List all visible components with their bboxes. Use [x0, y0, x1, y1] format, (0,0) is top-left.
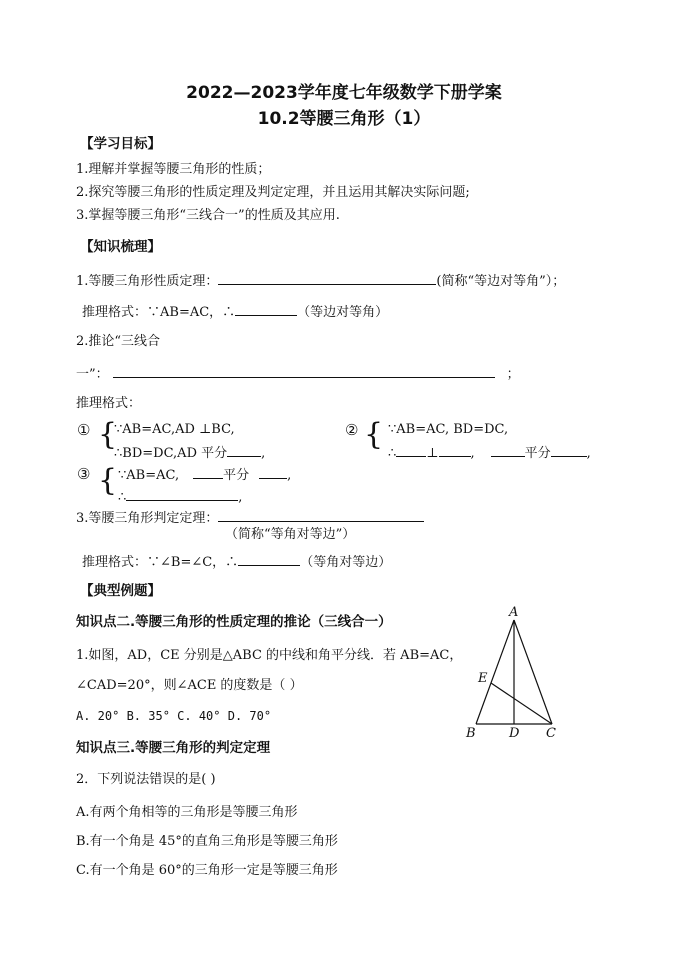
theorem1-label: 1.等腰三角形性质定理： [76, 274, 219, 289]
theorem1-blank[interactable] [218, 272, 436, 285]
case1-blank[interactable] [227, 444, 261, 457]
case1-number: ① [77, 421, 91, 439]
reason-format-label: 推理格式： [76, 396, 142, 411]
case2-blank-2[interactable] [439, 444, 471, 457]
question2-option-b: B.有一个角是 45°的直角三角形是等腰三角形 [76, 834, 338, 849]
theorem3-blank[interactable] [218, 509, 424, 522]
case2-given: ∵AB=AC, BD=DC, [388, 422, 509, 437]
corollary-end: ； [506, 367, 520, 382]
label-D: D [509, 726, 520, 741]
case3-given-text: ∵AB=AC, [118, 468, 180, 483]
case2-brace: { [364, 417, 384, 452]
case1-conclusion-text: ∴BD=DC,AD 平分 [114, 446, 228, 461]
case3-brace: { [98, 463, 118, 498]
case1-comma: , [261, 446, 266, 461]
case2-blank-4[interactable] [551, 444, 587, 457]
question1-line2: ∠CAD=20°，则∠ACE 的度数是（ ） [76, 678, 303, 693]
case2-comma-2: , [586, 446, 591, 461]
case1-conclusion [114, 444, 265, 462]
theorem1-note: (简称“等边对等角”）； [436, 274, 566, 289]
case3-blank-3[interactable] [126, 488, 238, 501]
corollary-line2 [76, 365, 520, 383]
case2-conclusion [388, 444, 591, 462]
case3-number: ③ [77, 465, 91, 483]
case2-perp: ⊥ [426, 446, 439, 461]
case3-given [118, 466, 291, 484]
theorem3-label: 3.等腰三角形判定定理： [76, 511, 219, 526]
objective-item-1: 1.理解并掌握等腰三角形的性质； [76, 162, 271, 177]
reason3-line [82, 553, 391, 571]
corollary-blank[interactable] [113, 365, 495, 378]
objectives-heading: 【学习目标】 [80, 136, 161, 152]
case1-given: ∵AB=AC,AD ⊥BC, [114, 422, 235, 437]
examples-heading: 【典型例题】 [80, 583, 161, 599]
case2-blank-3[interactable] [491, 444, 525, 457]
question1-options: A. 20° B. 35° C. 40° D. 70° [76, 709, 272, 723]
bisector-CE [491, 683, 552, 724]
label-C: C [546, 726, 556, 741]
corollary-label: 一”： [76, 367, 109, 382]
case1-brace: { [98, 417, 118, 452]
case2-comma-1: , [470, 446, 475, 461]
page-title: 2022—2023学年度七年级数学下册学案 [186, 83, 502, 103]
reason1-blank[interactable] [235, 303, 297, 316]
question2-stem: 2．下列说法错误的是( ) [76, 772, 216, 787]
case3-conclusion [118, 488, 242, 506]
case2-bisect: 平分 [524, 446, 551, 461]
case3-comma-2: , [238, 490, 243, 505]
theorem3-note: （简称“等角对等边”） [225, 527, 356, 542]
reason1-prefix: 推理格式：∵AB=AC，∴ [82, 305, 236, 320]
label-B: B [466, 726, 476, 741]
objective-item-3: 3.掌握等腰三角形“三线合一”的性质及其应用. [76, 208, 340, 223]
knowledge-point-3: 知识点三.等腰三角形的判定定理 [76, 740, 271, 756]
case2-number: ② [345, 421, 359, 439]
objective-item-2: 2.探究等腰三角形的性质定理及判定定理，并且运用其解决实际问题; [76, 185, 470, 200]
reason1-note: （等边对等角） [297, 305, 389, 320]
knowledge-heading: 【知识梳理】 [80, 239, 161, 255]
reason3-prefix: 推理格式：∵∠B=∠C，∴ [82, 555, 239, 570]
case3-comma-1: , [287, 468, 292, 483]
label-A: A [509, 605, 519, 620]
case3-blank-1[interactable] [193, 466, 223, 479]
question1-line1: 1.如图，AD，CE 分别是△ABC 的中线和角平分线．若 AB=AC， [76, 648, 463, 663]
knowledge-point-2: 知识点二.等腰三角形的性质定理的推论（三线合一） [76, 614, 392, 630]
question2-option-c: C.有一个角是 60°的三角形一定是等腰三角形 [76, 863, 338, 878]
edge-AC [514, 620, 552, 724]
triangle-figure [460, 602, 580, 742]
case2-therefore: ∴ [388, 446, 397, 461]
case3-blank-2[interactable] [259, 466, 287, 479]
reason1-line [82, 303, 388, 321]
question2-option-a: A.有两个角相等的三角形是等腰三角形 [76, 805, 298, 820]
page-subtitle: 10.2等腰三角形（1） [257, 109, 431, 129]
reason3-note: （等角对等边） [300, 555, 392, 570]
theorem1-line [76, 272, 565, 290]
reason3-blank[interactable] [238, 553, 300, 566]
corollary-line1: 2.推论“三线合 [76, 334, 161, 349]
case3-therefore: ∴ [118, 490, 127, 505]
label-E: E [478, 671, 488, 686]
case2-blank-1[interactable] [396, 444, 426, 457]
case3-bisect: 平分 [223, 468, 250, 483]
theorem3-line [76, 509, 424, 527]
